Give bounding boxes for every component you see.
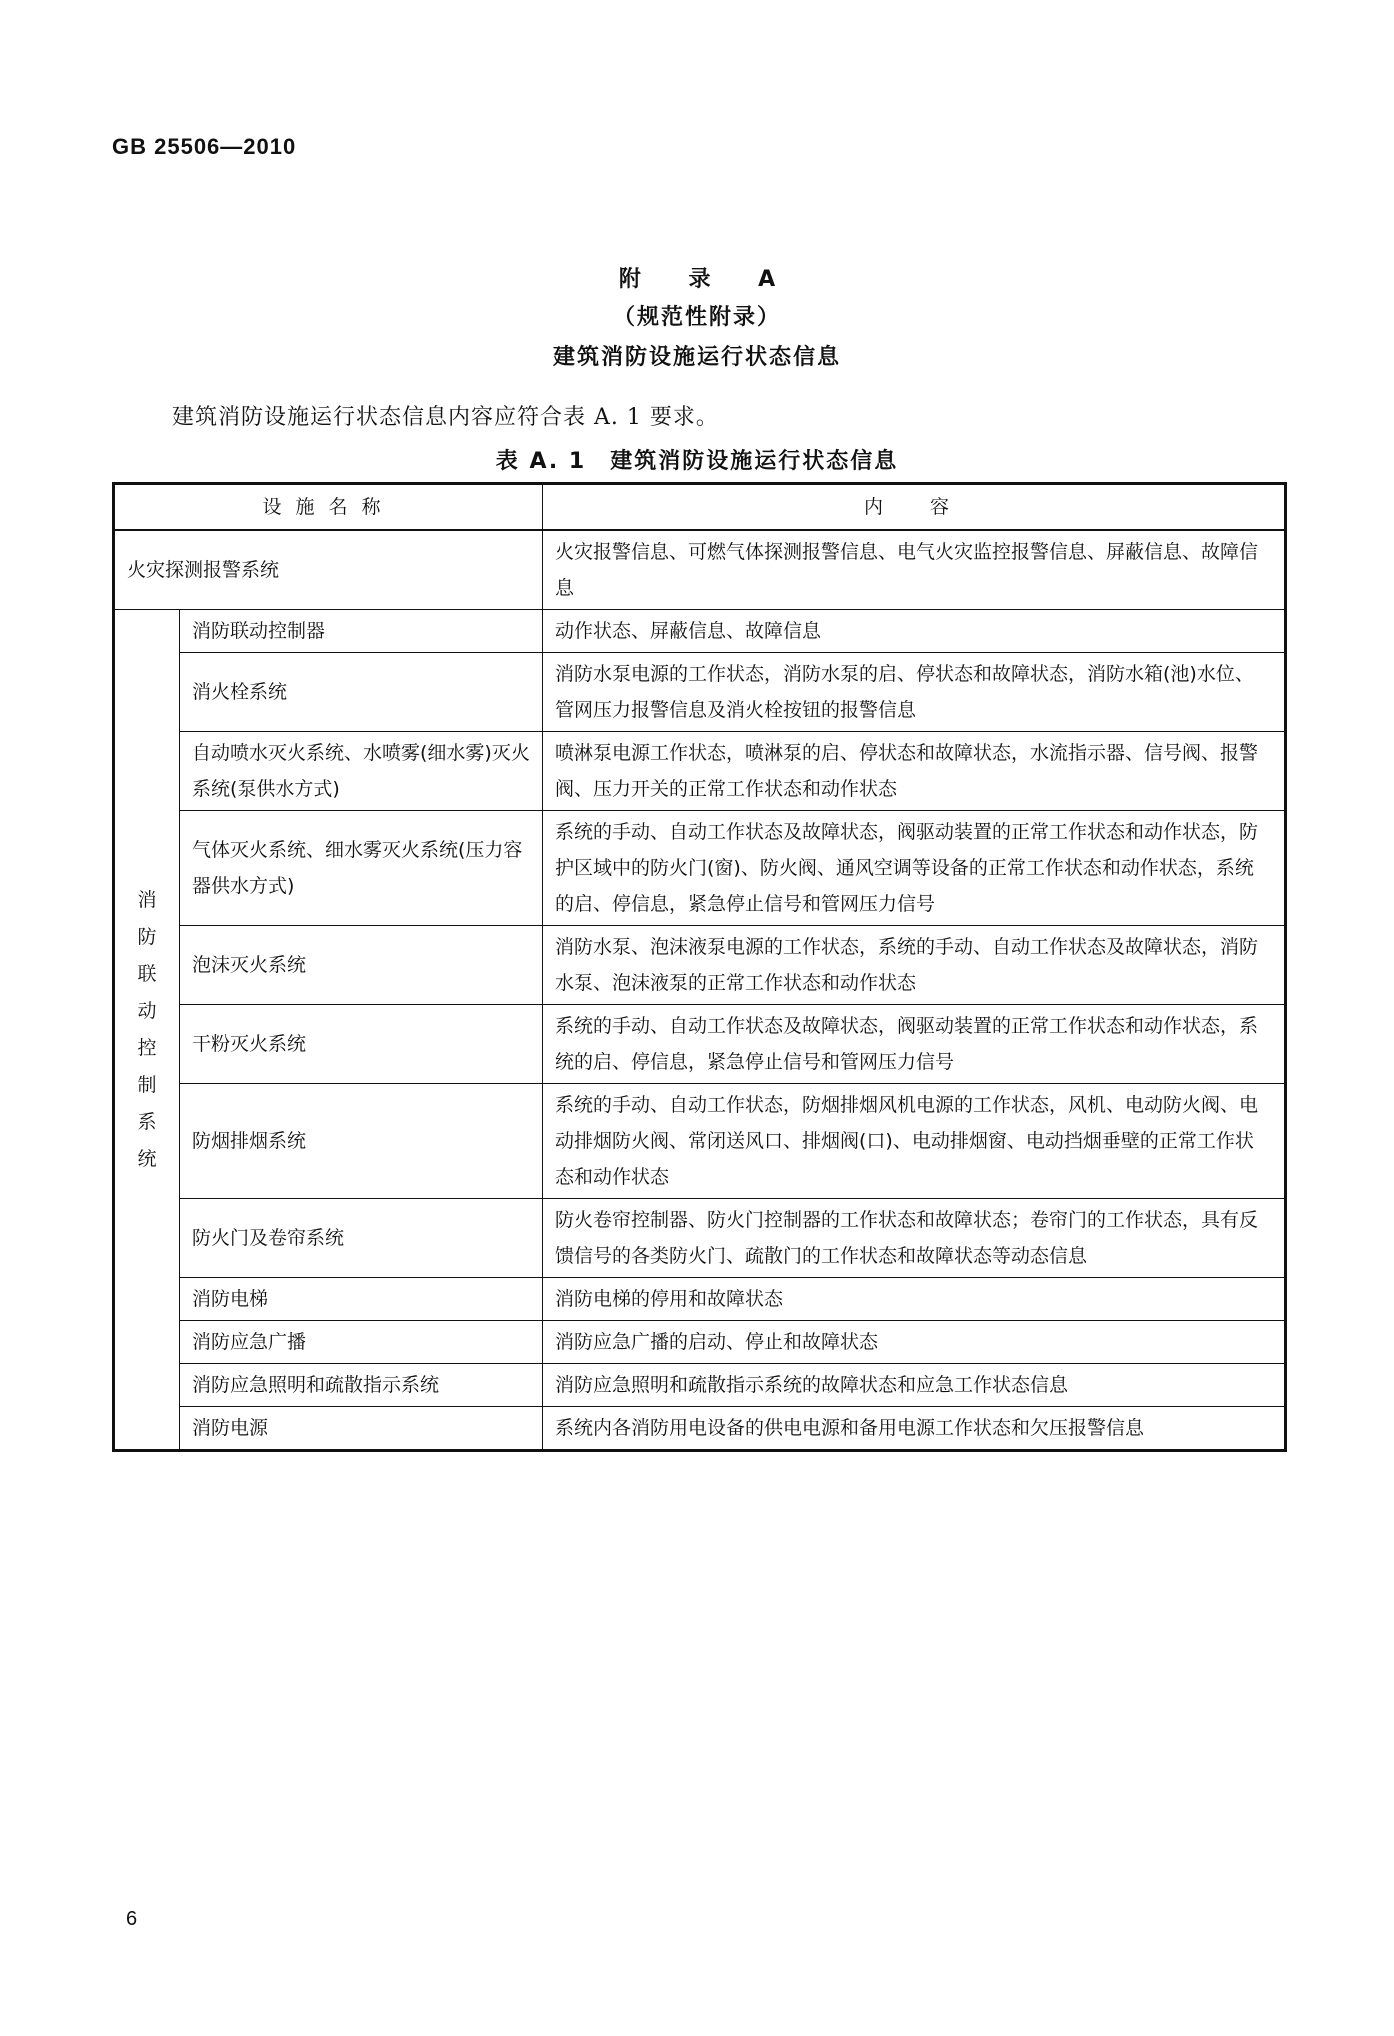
- header-content: 内 容: [543, 484, 1286, 531]
- table-row: [114, 926, 1286, 1005]
- facility-name-cell: 防火门及卷帘系统: [180, 1199, 543, 1278]
- facilities-table-body: [114, 484, 1286, 1451]
- facility-content-cell: 消防水泵、泡沫液泵电源的工作状态，系统的手动、自动工作状态及故障状态，消防水泵、泡沫液泵的正常工作状态和动作状态: [543, 926, 1286, 1005]
- table-row: [114, 1084, 1286, 1199]
- facility-content-cell: 消防应急照明和疏散指示系统的故障状态和应急工作状态信息: [543, 1364, 1286, 1407]
- facility-content-cell: 防火卷帘控制器、防火门控制器的工作状态和故障状态；卷帘门的工作状态，具有反馈信号的各类防火门、疏散门的工作状态和故障状态等动态信息: [543, 1199, 1286, 1278]
- facility-content-cell: 喷淋泵电源工作状态，喷淋泵的启、停状态和故障状态，水流指示器、信号阀、报警阀、压力开关的正常工作状态和动作状态: [543, 732, 1286, 811]
- facility-name-cell: 消防应急照明和疏散指示系统: [180, 1364, 543, 1407]
- table-row: [114, 653, 1286, 732]
- table-row: [114, 1407, 1286, 1451]
- facility-content-cell: 动作状态、屏蔽信息、故障信息: [543, 610, 1286, 653]
- header-facility-name: 设施名称: [114, 484, 543, 531]
- table-row: [114, 732, 1286, 811]
- facility-content-cell: 系统的手动、自动工作状态及故障状态，阀驱动装置的正常工作状态和动作状态，系统的启、停信息，紧急停止信号和管网压力信号: [543, 1005, 1286, 1084]
- table-row: [114, 811, 1286, 926]
- appendix-title: 附 录 A: [618, 267, 796, 292]
- table-header-row: [114, 484, 1286, 531]
- table-row: [114, 1199, 1286, 1278]
- facility-name-cell: 消防应急广播: [180, 1321, 543, 1364]
- table-row: [114, 1005, 1286, 1084]
- facility-content-cell: 消防应急广播的启动、停止和故障状态: [543, 1321, 1286, 1364]
- page-number: 6: [126, 1908, 138, 1930]
- linkage-group-cell: [114, 610, 180, 1451]
- facility-content-cell: 系统的手动、自动工作状态，防烟排烟风机电源的工作状态，风机、电动防火阀、电动排烟防火阀、常闭送风口、排烟阀(口)、电动排烟窗、电动挡烟垂壁的正常工作状态和动作状态: [543, 1084, 1286, 1199]
- facility-name-cell: 气体灭火系统、细水雾灭火系统(压力容器供水方式): [180, 811, 543, 926]
- facility-name-cell: 火灾探测报警系统: [114, 530, 543, 610]
- facility-content-cell: 火灾报警信息、可燃气体探测报警信息、电气火灾监控报警信息、屏蔽信息、故障信息: [543, 530, 1286, 610]
- appendix-subtitle: （规范性附录）: [612, 305, 781, 330]
- facility-name-cell: 消火栓系统: [180, 653, 543, 732]
- table-row: [114, 610, 1286, 653]
- facility-content-cell: 消防电梯的停用和故障状态: [543, 1278, 1286, 1321]
- facility-name-cell: 消防电梯: [180, 1278, 543, 1321]
- table-row: [114, 1321, 1286, 1364]
- facility-name-cell: 干粉灭火系统: [180, 1005, 543, 1084]
- facility-name-cell: 消防电源: [180, 1407, 543, 1451]
- facility-name-cell: 防烟排烟系统: [180, 1084, 543, 1199]
- facilities-table: [112, 482, 1287, 1452]
- table-caption: 表 A. 1 建筑消防设施运行状态信息: [495, 449, 899, 474]
- table-row: [114, 1364, 1286, 1407]
- facility-content-cell: 系统的手动、自动工作状态及故障状态，阀驱动装置的正常工作状态和动作状态，防护区域中的防火门(窗)、防火阀、通风空调等设备的正常工作状态和动作状态，系统的启、停信息，紧急停止信号和管网压力信号: [543, 811, 1286, 926]
- facility-name-cell: 自动喷水灭火系统、水喷雾(细水雾)灭火系统(泵供水方式): [180, 732, 543, 811]
- facility-content-cell: 消防水泵电源的工作状态，消防水泵的启、停状态和故障状态，消防水箱(池)水位、管网压力报警信息及消火栓按钮的报警信息: [543, 653, 1286, 732]
- appendix-name: 建筑消防设施运行状态信息: [552, 345, 841, 370]
- facility-name-cell: 泡沫灭火系统: [180, 926, 543, 1005]
- linkage-group-label: 消防联动控制系统: [137, 888, 157, 1170]
- table-row: [114, 530, 1286, 610]
- facility-content-cell: 系统内各消防用电设备的供电电源和备用电源工作状态和欠压报警信息: [543, 1407, 1286, 1451]
- table-row: [114, 1278, 1286, 1321]
- intro-paragraph: 建筑消防设施运行状态信息内容应符合表 A. 1 要求。: [172, 405, 719, 430]
- facility-name-cell: 消防联动控制器: [180, 610, 543, 653]
- standard-code: GB 25506—2010: [112, 134, 297, 159]
